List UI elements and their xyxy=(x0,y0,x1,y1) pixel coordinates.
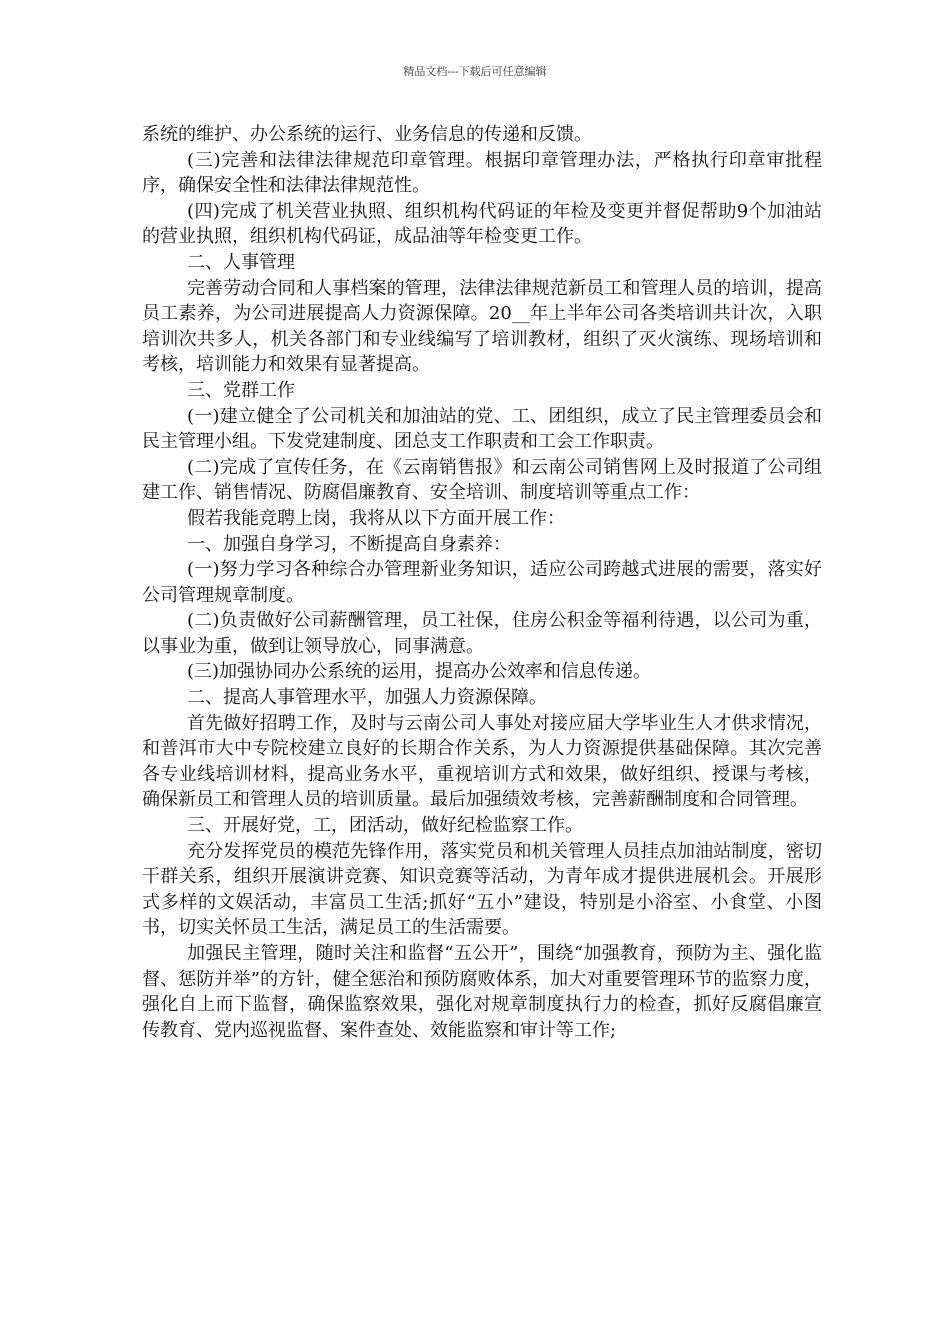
paragraph-11: (一)努力学习各种综合办管理新业务知识，适应公司跨越式进展的需要，落实好公司管理规章制度。 xyxy=(142,559,822,606)
section-heading-study: 一、加强自身学习，不断提高自身素养： xyxy=(187,533,511,555)
paragraph-13: (三)加强协同办公系统的运用，提高办公效率和信息传递。 xyxy=(187,661,652,683)
paragraph-17: 充分发挥党员的模范先锋作用，落实党员和机关管理人员挂点加油站制度，密切干群关系，组织开展演讲竞赛、知识竞赛等活动，为青年成才提供进展机会。开展形式多样的文娱活动，丰富员工生活;抓好“五小”建设，特别是小浴室、小食堂、小图书，切实关怀员工生活，满足员工的生活需要。 xyxy=(142,840,822,939)
paragraph-2: (三)完善和法律法律规范印章管理。根据印章管理办法，严格执行印章审批程序，确保安全性和法律法律规范性。 xyxy=(142,149,822,197)
page-header: 精品文档---下载后可任意编辑 xyxy=(403,65,547,78)
section-heading-personnel: 二、人事管理 xyxy=(187,251,295,273)
paragraph-5: 完善劳动合同和人事档案的管理，法律法律规范新员工和管理人员的培训，提高员工素养，为公司进展提高人力资源保障。20__年上半年公司各类培训共计次，入职培训次共多人，机关各部门和专业线编写了培训教材，组织了灭火演练、现场培训和考核，培训能力和效果有显著提高。 xyxy=(142,277,822,376)
paragraph-15: 首先做好招聘工作，及时与云南公司人事处对接应届大学毕业生人才供求情况，和普洱市大中专院校建立良好的长期合作关系，为人力资源提供基础保障。其次完善各专业线培训材料，提高业务水平，重视培训方式和效果，做好组织、授课与考核，确保新员工和管理人员的培训质量。最后加强绩效考核，完善薪酬制度和合同管理。 xyxy=(142,712,822,811)
paragraph-8: (二)完成了宣传任务，在《云南销售报》和云南公司销售网上及时报道了公司组建工作、销售情况、防腐倡廉教育、安全培训、制度培训等重点工作： xyxy=(142,456,822,504)
paragraph-7: (一)建立健全了公司机关和加油站的党、工、团组织，成立了民主管理委员会和民主管理小组。下发党建制度、团总支工作职责和工会工作职责。 xyxy=(142,405,822,453)
paragraph-12: (二)负责做好公司薪酬管理，员工社保，住房公积金等福利待遇，以公司为重，以事业为重，做到让领导放心，同事满意。 xyxy=(142,610,822,657)
paragraph-3: (四)完成了机关营业执照、组织机构代码证的年检及变更并督促帮助9个加油站的营业执照，组织机构代码证，成品油等年检变更工作。 xyxy=(142,200,822,248)
document-body xyxy=(142,122,822,1043)
section-heading-party: 三、党群工作 xyxy=(187,379,295,401)
paragraph-9: 假若我能竞聘上岗，我将从以下方面开展工作： xyxy=(187,507,565,529)
section-heading-hr: 二、提高人事管理水平，加强人力资源保障。 xyxy=(187,687,547,709)
section-heading-activities: 三、开展好党，工，团活动，做好纪检监察工作。 xyxy=(187,815,583,837)
paragraph-18: 加强民主管理，随时关注和监督“五公开”，围绕“加强教育，预防为主、强化监督、惩防并举”的方针，健全惩治和预防腐败体系，加大对重要管理环节的监察力度，强化自上而下监督，确保监察效果，强化对规章制度执行力的检查，抓好反腐倡廉宣传教育、党内巡视监督、案件查处、效能监察和审计等工作; xyxy=(142,943,822,1041)
paragraph-1: 系统的维护、办公系统的运行、业务信息的传递和反馈。 xyxy=(142,124,592,145)
